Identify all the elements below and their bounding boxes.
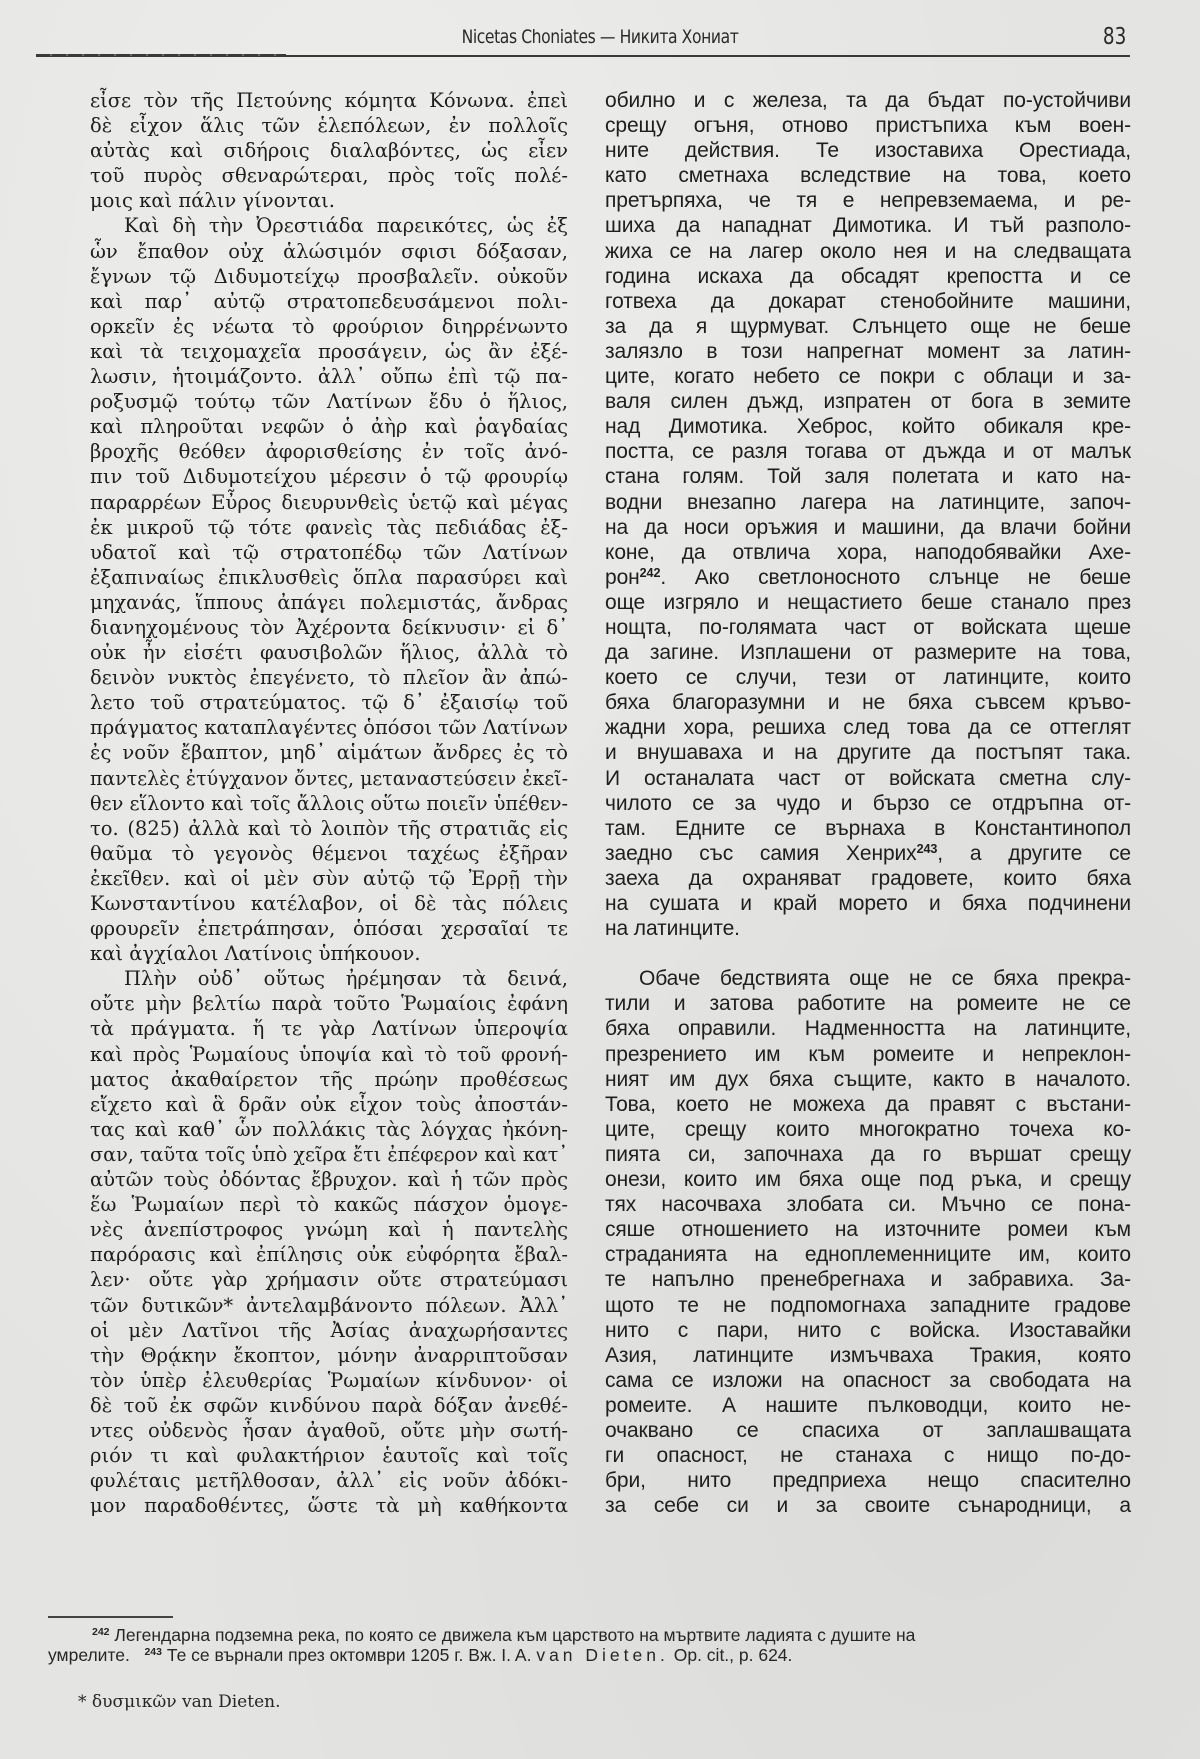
line-text: παραρρέων Εὖρος διευρυνθεὶς ὑετῷ καὶ μέγας (90, 490, 568, 514)
greek-text-line (90, 1343, 568, 1368)
line-text: ἕω Ῥωμαίων περὶ τὸ κακῶς πάσχον ὁμογε- (90, 1193, 568, 1217)
bulgarian-text-line (605, 1343, 1131, 1368)
line-text: водни внезапно лагера на латинците, започ- (605, 490, 1131, 514)
line-text: ντες οὐδενὸς ἦσαν ἀγαθοῦ, οὔτε μὴν σωτή- (90, 1418, 568, 1442)
line-text: още изгряло и нещастието беше станало през (605, 590, 1131, 614)
line-text: δὲ τοῦ ἐκ σφῶν κινδύνου παρὰ δόξαν ἀνεθέ- (90, 1393, 568, 1417)
greek-text-line (90, 1242, 568, 1267)
greek-text-line (90, 389, 568, 414)
footnote-243-reference: Op. cit., p. 624. (673, 1645, 793, 1665)
line-text: τὰ πράγματα. ἥ τε γὰρ Λατίνων ὑπεροψία (90, 1017, 568, 1041)
bulgarian-text-line (605, 715, 1131, 740)
line-text: готвеха да докарат стенобойните машини, (605, 289, 1131, 313)
bulgarian-text-line (605, 1418, 1131, 1443)
bulgarian-text-line (605, 163, 1131, 188)
greek-text-line (90, 163, 568, 188)
line-text: те напълно пренебрегнаха и забравиха. За- (605, 1268, 1131, 1292)
greek-text-line (90, 188, 568, 213)
footnote-reference[interactable]: 243 (916, 841, 938, 856)
bulgarian-text-line (605, 816, 1131, 841)
line-text: залязло в този напрегнат момент за латин- (605, 339, 1131, 363)
line-text: бяха оправили. Надменността на латинците, (605, 1017, 1131, 1041)
line-text: постта, се разля тогава от дъжда и от малък (605, 440, 1131, 464)
line-text: чилото се за чудо и бързо се отдръпна от- (605, 791, 1131, 815)
line-text: λωσιν, ἡτοιμάζοντο. ἀλλ᾽ οὔπω ἐπὶ τῷ πα- (90, 365, 568, 389)
line-text: παρόρασις καὶ ἐπίλησις οὐκ εὐφόρητα ἔβαλ- (90, 1243, 568, 1267)
bulgarian-text-line (605, 991, 1131, 1016)
bulgarian-text-line (605, 1267, 1131, 1292)
greek-text-line (90, 816, 568, 841)
footnote-line (48, 1645, 1130, 1665)
running-title: Nicetas Choniates — Никита Хониат (461, 26, 739, 48)
greek-text-line (90, 339, 568, 364)
line-text: νὲς ἀνεπίστροφος γνώμη καὶ ἡ παντελὴς (90, 1218, 568, 1242)
footnote-reference[interactable]: 242 (639, 565, 661, 580)
greek-text-line (90, 490, 568, 515)
line-text: тили и затова работите на ромеите не се (605, 992, 1131, 1016)
greek-text-line (90, 1318, 568, 1343)
line-text: σαν, ταῦτα τοῖς ὑπὸ χεῖρα ἔτι ἐπέφερον καὶ κατ᾽ (90, 1142, 569, 1166)
line-text: ците, срещу които многократно точеха ко- (605, 1117, 1131, 1141)
line-text: тях насочваха злобата си. Мъчно се пона- (605, 1193, 1131, 1217)
bulgarian-text-line (605, 414, 1131, 439)
line-text: ἐκεῖθεν. καὶ οἱ μὲν σὺν αὐτῷ τῷ Ἐρρῇ τὴν (90, 866, 568, 890)
bulgarian-text-line (605, 1042, 1131, 1067)
line-text: ὧν ἔπαθον οὐχ ἁλώσιμόν σφισι δόξασαν, (90, 239, 568, 263)
greek-text-line (90, 565, 568, 590)
line-text: οἱ μὲν Λατῖνοι τῆς Ἀσίας ἀναχωρήσαντες (90, 1318, 568, 1342)
bulgarian-text-line (605, 966, 1131, 991)
line-text: υδατοῖ καὶ τῷ στρατοπέδῳ τῶν Λατίνων (90, 540, 568, 564)
greek-text-line (90, 138, 568, 163)
greek-text-line (90, 1067, 568, 1092)
footnote-242-text-end: умрелите. (48, 1645, 130, 1665)
greek-text-line (90, 1493, 568, 1518)
bulgarian-text-line (605, 389, 1131, 414)
greek-text-line (90, 414, 568, 439)
bulgarian-text-line (605, 740, 1131, 765)
page-number: 83 (1102, 24, 1127, 50)
bulgarian-text-line (605, 464, 1131, 489)
paragraph-gap (605, 941, 1131, 966)
greek-text-line (90, 1042, 568, 1067)
greek-text-line (90, 941, 568, 966)
line-text: жиха се на лагер около нея и на следващата (605, 239, 1131, 263)
bulgarian-text-line (605, 891, 1131, 916)
line-text: μοις καὶ πάλιν γίνονται. (90, 189, 335, 213)
greek-text-line (90, 289, 568, 314)
greek-text-line (90, 766, 569, 791)
line-text: θαῦμα τὸ γεγονὸς θέμενοι ταχέως ἐξῆραν (90, 841, 568, 865)
greek-text-line (90, 1418, 568, 1443)
line-text: θεν εἵλοντο καὶ τοῖς ἄλλοις οὕτω ποιεῖν ὑπέθεν- (90, 791, 569, 815)
bulgarian-text-line (605, 289, 1131, 314)
greek-text-line (90, 1267, 568, 1292)
line-text: което се случи, тези от латинците, които (605, 666, 1131, 690)
bulgarian-text-line (605, 239, 1131, 264)
line-text: нито с пари, нито с войска. Изоставайки (605, 1318, 1131, 1342)
greek-text-line (90, 1117, 568, 1142)
line-text: рон (605, 565, 640, 589)
greek-text-line (90, 916, 568, 941)
bulgarian-text-line (605, 1242, 1131, 1267)
bulgarian-text-line (605, 1443, 1131, 1468)
line-text: бри, нито предприеха нещо спасително (605, 1469, 1131, 1493)
greek-text-line (90, 464, 568, 489)
footnote-242-text: Легендарна подземна река, по която се движела към царството на мъртвите ладията с душите на (114, 1625, 916, 1645)
line-text: Обаче бедствията още не се бяха прекра- (639, 967, 1131, 991)
bulgarian-text-line (605, 640, 1131, 665)
line-text: φυλέταις μετῆλθοσαν, ἀλλ᾽ εἰς νοῦν ἀδόκι- (90, 1469, 568, 1493)
greek-text-line (90, 314, 568, 339)
bulgarian-text-line (605, 791, 1131, 816)
line-text: ἔγνων τῷ Διδυμοτείχῳ προσβαλεῖν. οὐκοῦν (90, 264, 568, 288)
line-text: καὶ τὰ τειχομαχεῖα προσάγειν, ὡς ἂν ἐξέ- (90, 339, 568, 363)
bulgarian-text-line (605, 364, 1131, 389)
line-text: стана голям. Той заля полетата и като на- (605, 465, 1131, 489)
line-text: пията си, започнаха да го вършат срещу (605, 1142, 1131, 1166)
greek-text-line (90, 866, 568, 891)
line-text: οὔτε μὴν βελτίω παρὰ τοῦτο Ῥωμαίοις ἐφάνη (90, 992, 568, 1016)
bulgarian-text-line (605, 841, 1131, 866)
bulgarian-text-line (605, 1016, 1131, 1041)
line-text: αὐτῶν τοὺς ὀδόντας ἔβρυχον. καὶ ἡ τῶν πρὸς (90, 1168, 568, 1192)
line-text: τὸν ὑπὲρ ἐλευθερίας Ῥωμαίων κίνδυνον· οἱ (90, 1368, 568, 1392)
footnote-number-242: 242 (92, 1626, 110, 1639)
bulgarian-text-line (605, 188, 1131, 213)
bulgarian-text-line (605, 113, 1131, 138)
greek-text-line (90, 615, 568, 640)
header-rule-segment (36, 54, 286, 56)
bulgarian-text-line (605, 1393, 1131, 1418)
line-text: ромеите. А нашите пълководци, които не- (605, 1393, 1131, 1417)
bulgarian-text-line (605, 314, 1131, 339)
greek-text-line (90, 590, 568, 615)
line-text: онези, които им бяха още под ръка, и срещу (605, 1168, 1131, 1192)
line-text: λεν· οὔτε γὰρ χρήμασιν οὔτε στρατεύμασι (90, 1268, 568, 1292)
bulgarian-text-line (605, 1368, 1131, 1393)
greek-text-line (90, 841, 568, 866)
line-text: претърпяха, че тя е непревземаема, и ре- (605, 189, 1131, 213)
line-text: Това, което не можеха да правят с въстани- (605, 1092, 1131, 1116)
greek-text-line (90, 1368, 568, 1393)
line-text: на латинците. (605, 917, 740, 941)
bulgarian-text-line (605, 1092, 1131, 1117)
line-text: срещу огъня, отново пристъпиха към воен- (605, 114, 1131, 138)
greek-text-line (90, 740, 568, 765)
line-text: валя силен дъжд, изпратен от бога в земите (605, 390, 1131, 414)
bulgarian-text-line (605, 138, 1131, 163)
line-text: ците, когато небето се покри с облаци и за- (605, 365, 1131, 389)
line-text: Κωνσταντίνου κατέλαβον, οἱ δὲ τὰς πόλεις (90, 892, 568, 915)
line-text: за себе си и за своите сънародници, а (605, 1494, 1131, 1518)
line-text: φρουρεῖν ἐπετράπησαν, ὁπόσαι χερσαῖαί τε (90, 917, 568, 941)
greek-text-line (90, 113, 568, 138)
bulgarian-text-line (605, 540, 1131, 565)
greek-text-column (90, 88, 568, 1518)
line-text: като сметнаха вследствие на това, което (605, 164, 1131, 188)
line-text: παντελὲς ἐτύγχανον ὄντες, μεταναστεύσειν ἐκεῖ- (90, 766, 569, 790)
greek-text-line (90, 1468, 568, 1493)
line-text: τῶν δυτικῶν* ἀντελαμβάνοντο πόλεων. Ἀλλ᾽ (90, 1293, 568, 1317)
greek-text-line (90, 515, 568, 540)
greek-text-line (90, 991, 568, 1016)
line-text: τὴν Θρᾴκην ἔκοπτον, μόνην ἀναρριπτοῦσαν (90, 1343, 568, 1367)
line-text: μηχανάς, ἵππους ἀπάγει πολεμιστάς, ἄνδρας (90, 590, 568, 614)
line-text: διανηχομένους τὸν Ἀχέροντα δείκνυσιν· εἰ δ᾽ (90, 615, 568, 639)
greek-text-line (90, 1443, 568, 1468)
line-text: да загине. Изплашени от размерите на това, (605, 641, 1131, 665)
line-text-continued: , а другите се (937, 841, 1131, 865)
line-text: ριόν τι καὶ φυλακτήριον ἑαυτοῖς καὶ τοῖς (90, 1444, 568, 1468)
line-text: заедно със самия Хенрих (605, 841, 917, 865)
greek-text-line (90, 540, 568, 565)
line-text: εἴχετο καὶ ἃ δρᾶν οὐκ εἶχον τοὺς ἀποστάν- (90, 1092, 568, 1116)
greek-text-line (90, 1016, 568, 1041)
line-text: презрението им към ромеите и непреклон- (605, 1042, 1131, 1066)
footnote-separator (48, 1616, 173, 1618)
greek-text-line (90, 891, 568, 916)
line-text: ните действия. Те изоставиха Орестиада, (605, 139, 1131, 163)
line-text: бяха благоразумни и не бяха съвсем кръво- (605, 691, 1131, 715)
line-text: πιν τοῦ Διδυμοτείχου μέρεσιν ὁ τῷ φρουρίῳ (90, 465, 568, 489)
line-text: ορκεῖν ἐς νέωτα τὸ φρούριον διηρρένωντο (90, 314, 568, 338)
greek-text-line (90, 640, 568, 665)
line-text: καὶ πληροῦται νεφῶν ὁ ἀὴρ καὶ ῥαγδαίας (90, 415, 568, 439)
line-text: πράγματος καταπλαγέντες ὁπόσοι τῶν Λατίνων (90, 716, 568, 740)
line-text: ἐκ μικροῦ τῷ τότε φανεὶς τὰς πεδιάδας ἐξ- (90, 515, 568, 539)
line-text: нощта, по-голямата част от войската щеше (605, 615, 1131, 639)
line-text: И останалата част от войската сметна слу- (605, 766, 1131, 790)
greek-text-line (90, 791, 569, 816)
line-text: καὶ ἀγχίαλοι Λατίνοις ὑπήκουον. (90, 942, 421, 966)
bulgarian-text-column (605, 88, 1131, 1518)
bulgarian-text-line (605, 916, 1131, 941)
greek-text-line (90, 1092, 568, 1117)
greek-text-line (90, 715, 567, 740)
line-text: δὲ εἶχον ἅλις τῶν ἑλεπόλεων, ἐν πολλοῖς (90, 114, 568, 138)
footnote-243-text: Те се върнали през октомври 1205 г. Вж. I. A. (166, 1645, 532, 1665)
footnotes (48, 1625, 1130, 1665)
line-text: очаквано се спасиха от заплашващата (605, 1418, 1131, 1442)
greek-text-line (90, 364, 568, 389)
bulgarian-text-line (605, 1493, 1131, 1518)
greek-text-line (90, 88, 568, 113)
line-text: ματος ἀκαθαίρετον τῆς πρώην προθέσεως (90, 1067, 568, 1091)
line-text: за да я щурмуват. Слънцето още не беше (605, 314, 1131, 338)
line-text: ροξυσμῷ τούτῳ τῶν Λατίνων ἔδυ ὁ ἥλιος, (90, 390, 568, 414)
bulgarian-text-line (605, 213, 1131, 238)
greek-text-line (90, 1192, 568, 1217)
line-text: λετο τοῦ στρατεύματος. τῷ δ᾽ ἐξαισίῳ τοῦ (90, 691, 568, 715)
bulgarian-text-line (605, 490, 1131, 515)
line-text: το. (825) ἀλλὰ καὶ τὸ λοιπὸν τῆς στρατιᾶς εἰς (90, 816, 568, 840)
line-text-continued: . Ако светлоносното слънце не беше (660, 565, 1131, 589)
greek-text-line (90, 665, 568, 690)
line-text: μον παραδοθέντες, ὥστε τὰ μὴ καθήκοντα (90, 1494, 568, 1518)
line-text: δεινὸν νυκτὸς ἐπεγένετο, τὸ πλεῖον ἂν ἀπώ- (90, 666, 568, 690)
line-text: година искаха да обсадят крепостта и се (605, 264, 1131, 288)
line-text: щото те не подпомогнаха западните градове (605, 1293, 1131, 1317)
bulgarian-text-line (605, 1117, 1131, 1142)
bulgarian-text-line (605, 866, 1131, 891)
bulgarian-text-line (605, 615, 1131, 640)
bulgarian-text-line (605, 439, 1131, 464)
line-text: коне, да отвлича хора, наподобявайки Ахе- (605, 540, 1131, 564)
line-text: εἶσε τὸν τῆς Πετούνης κόμητα Κόνωνα. ἐπεὶ (90, 89, 568, 112)
line-text: ният им дух бяха същите, както в началото. (605, 1067, 1131, 1091)
greek-text-line (90, 1217, 568, 1242)
line-text: сама се изложи на опасност за свободата на (605, 1368, 1131, 1392)
line-text: τας καὶ καθ᾽ ὧν πολλάκις τὰς λόγχας ἠκόνη- (90, 1117, 568, 1141)
bulgarian-text-line (605, 690, 1131, 715)
line-text: над Димотика. Хеброс, който обикаля кре- (605, 415, 1131, 439)
line-text: обилно и с железа, та да бъдат по-устойчиви (605, 89, 1131, 112)
greek-text-line (90, 264, 568, 289)
line-text: Καὶ δὴ τὴν Ὀρεστιάδα παρεικότες, ὡς ἐξ (124, 214, 568, 238)
bulgarian-text-line (605, 565, 1131, 590)
footnote-243-author: van Dieten. (536, 1645, 669, 1665)
line-text: страданията на еднoплеменниците им, които (605, 1243, 1131, 1267)
line-text: αὐτὰς καὶ σιδήροις διαλαβόντες, ὡς εἶεν (90, 139, 568, 163)
line-text: жадни хора, решиха след това да се оттеглят (605, 716, 1131, 740)
bulgarian-text-line (605, 1192, 1131, 1217)
page-header (0, 26, 1200, 56)
line-text: на да носи оръжия и машини, да влачи бойни (605, 515, 1131, 539)
bulgarian-text-line (605, 1142, 1131, 1167)
greek-text-line (90, 239, 568, 264)
greek-text-line (90, 1393, 568, 1418)
bulgarian-text-line (605, 766, 1131, 791)
line-text: ἐξαπιναίως ἐπικλυσθεὶς ὅπλα παρασύρει καὶ (90, 565, 568, 589)
bulgarian-text-line (605, 515, 1131, 540)
line-text: сяше отношението на източните ромеи към (605, 1218, 1131, 1242)
bulgarian-text-line (605, 1293, 1131, 1318)
bulgarian-text-line (605, 665, 1131, 690)
line-text: заеха да охраняват градовете, които бяха (605, 866, 1131, 890)
bulgarian-text-line (605, 339, 1131, 364)
greek-text-line (90, 439, 568, 464)
line-text: шиха да нападнат Димотика. И тъй разполо- (605, 214, 1131, 238)
line-text: ги опасност, не станаха с нищо по-до- (605, 1444, 1131, 1468)
line-text: βροχῆς θεόθεν ἀφορισθείσης ἐν τοῖς ἀνό- (90, 440, 568, 464)
line-text: καὶ παρ᾽ αὐτῷ στρατοπεδευσάμενοι πολι- (90, 289, 568, 313)
greek-text-line (90, 1142, 569, 1167)
asterisk-footnote: * δυσμικῶν van Dieten. (78, 1692, 281, 1712)
line-text: на сушата и край морето и бяха подчинени (605, 892, 1131, 915)
line-text: τοῦ πυρὸς σθεναρώτεραι, πρὸς τοῖς πολέ- (90, 164, 568, 188)
line-text: οὐκ ἦν εἰσέτι φαυσιβολῶν ἥλιος, ἀλλὰ τὸ (90, 641, 568, 665)
bulgarian-text-line (605, 590, 1131, 615)
greek-text-line (90, 1293, 568, 1318)
footnote-number-243: 243 (144, 1646, 162, 1659)
greek-text-line (90, 966, 568, 991)
line-text: ἐς νοῦν ἔβαπτον, μηδ᾽ αἱμάτων ἄνδρες ἐς τὸ (90, 741, 568, 765)
line-text: Азия, латинците измъчваха Тракия, която (605, 1343, 1131, 1367)
greek-text-line (90, 213, 568, 238)
bulgarian-text-line (605, 1468, 1131, 1493)
footnote-line (48, 1625, 1130, 1645)
bulgarian-text-line (605, 1167, 1131, 1192)
bulgarian-text-line (605, 88, 1131, 113)
line-text: и внушаваха и на другите да постъпят така. (605, 741, 1131, 765)
line-text: там. Едните се върнаха в Константинопол (605, 816, 1131, 840)
line-text: καὶ πρὸς Ῥωμαίους ὑποψία καὶ τὸ τοῦ φρονή- (90, 1042, 568, 1066)
bulgarian-text-line (605, 264, 1131, 289)
greek-text-line (90, 690, 568, 715)
bulgarian-text-line (605, 1067, 1131, 1092)
greek-text-line (90, 1167, 568, 1192)
bulgarian-text-line (605, 1217, 1131, 1242)
line-text: Πλὴν οὐδ᾽ οὕτως ἠρέμησαν τὰ δεινά, (124, 967, 568, 991)
bulgarian-text-line (605, 1318, 1131, 1343)
